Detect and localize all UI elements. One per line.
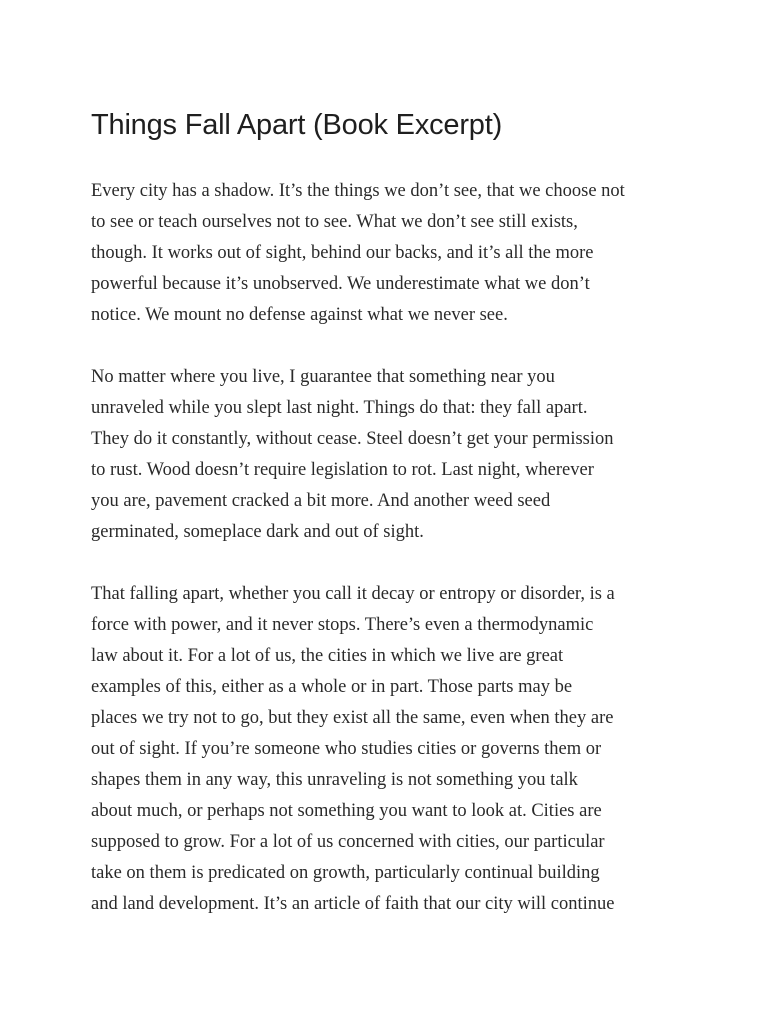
paragraph-line: though. It works out of sight, behind our backs, and it’s all the more — [91, 243, 594, 263]
paragraph-line: germinated, someplace dark and out of sight. — [91, 522, 424, 542]
paragraph — [91, 176, 691, 331]
paragraph-line: powerful because it’s unobserved. We underestimate what we don’t — [91, 274, 590, 294]
paragraph-line: shapes them in any way, this unraveling is not something you talk — [91, 770, 578, 790]
document-title: Things Fall Apart (Book Excerpt) — [91, 109, 503, 141]
paragraph-line: take on them is predicated on growth, particularly continual building — [91, 863, 600, 883]
paragraph-line: and land development. It’s an article of faith that our city will continue — [91, 894, 615, 914]
paragraph-line: law about it. For a lot of us, the cities in which we live are great — [91, 646, 564, 666]
document-body — [91, 176, 691, 951]
paragraph-line: That falling apart, whether you call it decay or entropy or disorder, is a — [91, 584, 615, 604]
paragraph-line: places we try not to go, but they exist all the same, even when they are — [91, 708, 614, 728]
paragraph-line: force with power, and it never stops. There’s even a thermodynamic — [91, 615, 594, 635]
paragraph-line: They do it constantly, without cease. Steel doesn’t get your permission — [91, 429, 614, 449]
paragraph-line: to see or teach ourselves not to see. What we don’t see still exists, — [91, 212, 578, 232]
paragraph-line: Every city has a shadow. It’s the things we don’t see, that we choose not — [91, 181, 625, 201]
paragraph-line: examples of this, either as a whole or in part. Those parts may be — [91, 677, 573, 697]
paragraph-line: out of sight. If you’re someone who studies cities or governs them or — [91, 739, 602, 759]
paragraph-line: to rust. Wood doesn’t require legislation to rot. Last night, wherever — [91, 460, 594, 480]
paragraph-line: unraveled while you slept last night. Things do that: they fall apart. — [91, 398, 588, 418]
paragraph — [91, 362, 691, 548]
paragraph-line: supposed to grow. For a lot of us concerned with cities, our particular — [91, 832, 605, 852]
paragraph-line: you are, pavement cracked a bit more. And another weed seed — [91, 491, 551, 511]
paragraph-line: about much, or perhaps not something you want to look at. Cities are — [91, 801, 602, 821]
paragraph — [91, 579, 691, 920]
paragraph-line: No matter where you live, I guarantee that something near you — [91, 367, 555, 387]
paragraph-line: notice. We mount no defense against what we never see. — [91, 305, 508, 325]
